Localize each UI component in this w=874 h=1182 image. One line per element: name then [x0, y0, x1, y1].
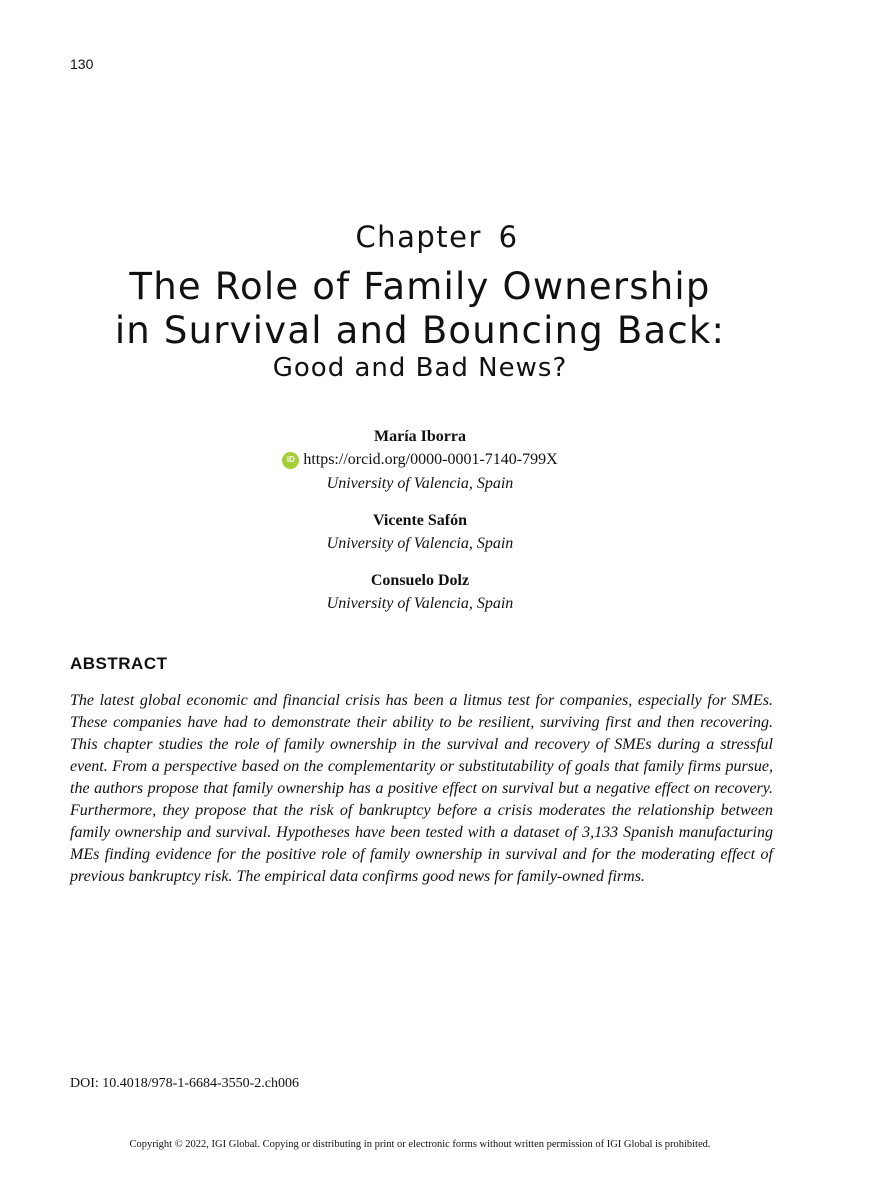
- author-name: María Iborra: [374, 428, 466, 445]
- author-affiliation: University of Valencia, Spain: [326, 475, 514, 492]
- author-block-dolz: [0, 570, 840, 616]
- copyright-notice: Copyright © 2022, IGI Global. Copying or distributing in print or electronic forms without written permission of IGI Global is prohibited.: [129, 1139, 711, 1150]
- author-list: [0, 426, 840, 630]
- orcid-icon: iD: [282, 452, 299, 469]
- abstract-heading: ABSTRACT: [70, 654, 168, 673]
- author-block-safon: [0, 510, 840, 556]
- author-block-iborra: [0, 426, 840, 496]
- chapter-label: Chapter 6: [355, 220, 519, 254]
- chapter-title-line-2: in Survival and Bouncing Back:: [114, 309, 726, 352]
- doi: DOI: 10.4018/978-1-6684-3550-2.ch006: [70, 1076, 300, 1091]
- author-affiliation: University of Valencia, Spain: [326, 535, 514, 552]
- orcid-line: [0, 448, 840, 472]
- chapter-subtitle: Good and Bad News?: [272, 353, 568, 383]
- author-affiliation: University of Valencia, Spain: [326, 595, 514, 612]
- abstract-body: The latest global economic and financial crisis has been a litmus test for companies, especially for SMEs. These companies have had to demonstrate their ability to be resilient, surviving first and then recovering. This chapter studies the role of family ownership in the survival and recovery of SMEs during a stressful event. From a perspective based on the complementarity or substitutability of goals that family firms pursue, the authors propose that family ownership has a positive effect on survival but a negative effect on recovery. Furthermore, they propose that the risk of bankruptcy before a crisis moderates the relationship between family ownership and survival. Hypotheses have been tested with a dataset of 3,133 Spanish manufacturing MEs finding evidence for the positive role of family ownership in survival and for the moderating effect of previous bankruptcy risk. The empirical data confirms good news for family-owned firms.: [70, 692, 773, 885]
- chapter-title-line-1: The Role of Family Ownership: [129, 265, 711, 308]
- author-name: Vicente Safón: [372, 512, 468, 529]
- author-name: Consuelo Dolz: [370, 572, 470, 589]
- orcid-link[interactable]: https://orcid.org/0000-0001-7140-799X: [303, 451, 558, 468]
- chapter-title: [0, 265, 840, 353]
- page-number: 130: [70, 56, 94, 72]
